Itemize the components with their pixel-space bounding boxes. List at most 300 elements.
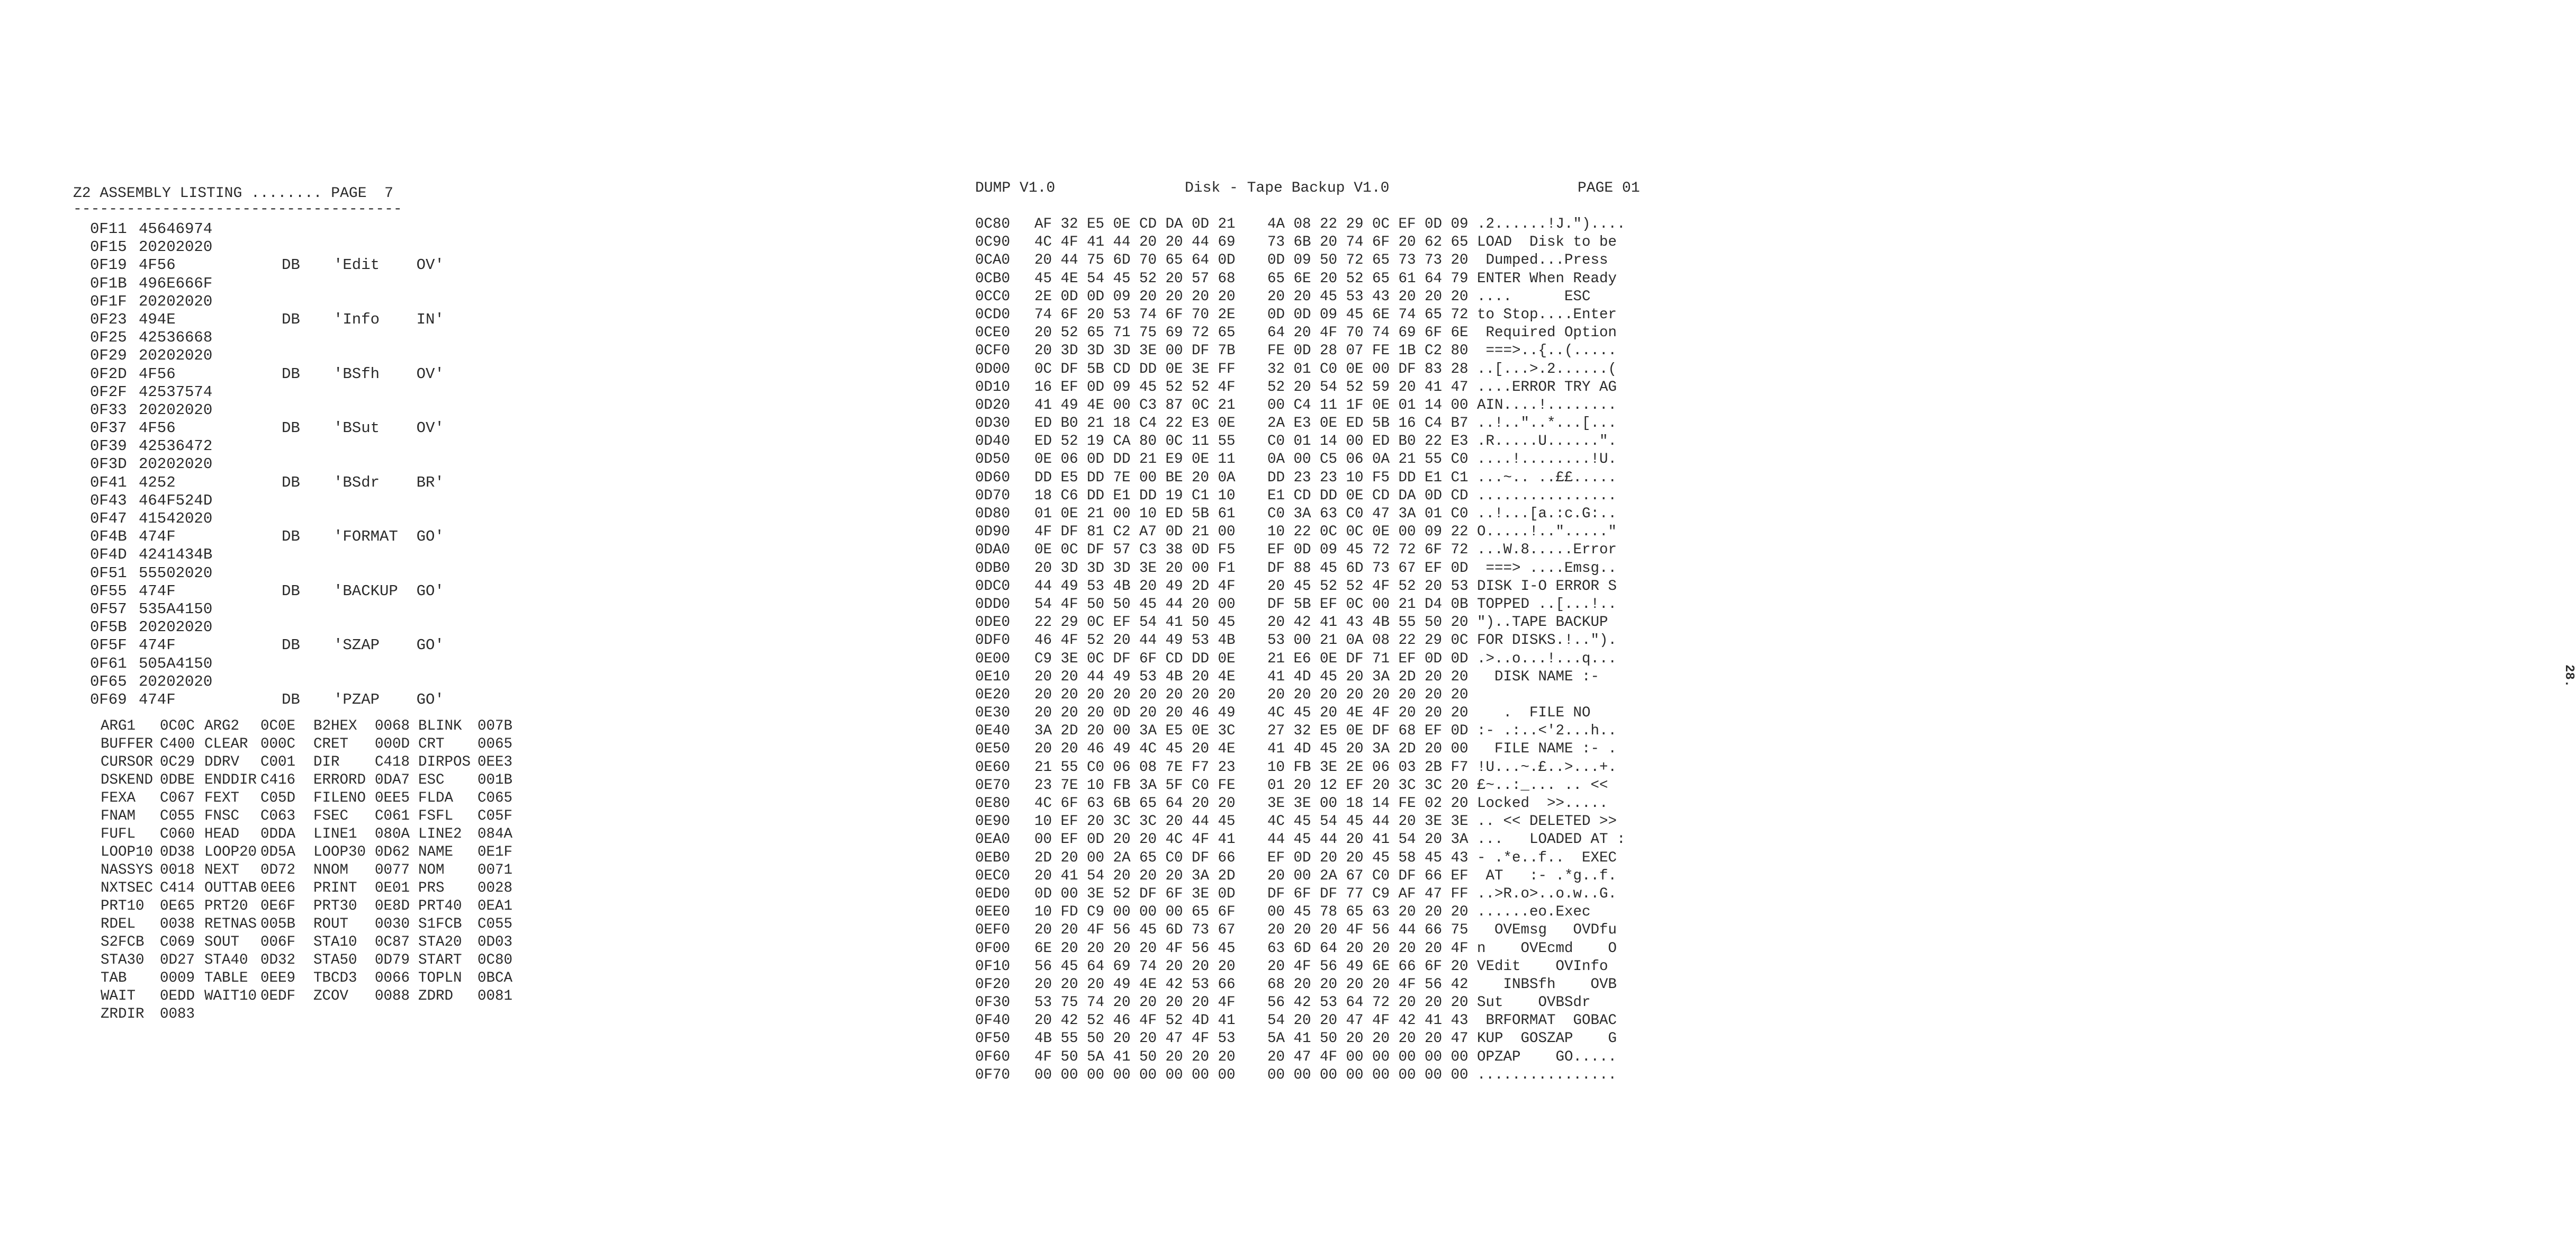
symbol-name: FLDA	[418, 790, 454, 806]
symbol-value: C414	[160, 880, 195, 896]
symbol-value: C069	[160, 934, 195, 950]
dump-address: 0F40	[975, 1012, 1011, 1029]
dump-hex-right: 41 4D 45 20 3A 2D 20 20	[1267, 668, 1469, 685]
listing-address: 0F41	[90, 473, 127, 491]
page-number: 28.	[2562, 665, 2576, 688]
listing-operand: 'Info IN'	[334, 310, 444, 328]
dump-ascii: VEdit OVInfo	[1477, 958, 1608, 975]
dump-hex-right: 20 00 2A 67 C0 DF 66 EF	[1267, 867, 1469, 884]
dump-address: 0DD0	[975, 596, 1011, 613]
dump-ascii: ===>..{..(.....	[1477, 343, 1617, 360]
dump-address: 0DF0	[975, 632, 1011, 649]
dump-address: 0F30	[975, 994, 1011, 1011]
dump-hex-left: 41 49 4E 00 C3 87 0C 21	[1034, 397, 1236, 414]
symbol-value: 0DDA	[260, 826, 296, 842]
right-page	[876, 0, 2576, 1239]
listing-directive: DB	[282, 310, 300, 328]
dump-ascii: . FILE NO	[1477, 705, 1591, 722]
dump-ascii: ......eo.Exec	[1477, 904, 1591, 921]
symbol-name: ERRORD	[313, 772, 366, 788]
symbol-name: OUTTAB	[204, 880, 257, 896]
dump-hex-right: 0D 0D 09 45 6E 74 65 72	[1267, 306, 1469, 323]
dump-page-label: PAGE 01	[1578, 180, 1640, 196]
dump-hex-right: E1 CD DD 0E CD DA 0D CD	[1267, 487, 1469, 504]
symbol-value: 0EA1	[478, 898, 513, 914]
symbol-name: NAME	[418, 844, 454, 860]
symbol-value: 0E65	[160, 898, 195, 914]
dump-hex-left: 20 20 44 49 53 4B 20 4E	[1034, 668, 1236, 685]
dump-hex-right: 0D 09 50 72 65 73 73 20	[1267, 252, 1469, 269]
dump-hex-right: 4A 08 22 29 0C EF 0D 09	[1267, 216, 1469, 232]
dump-ascii: £~..:_... .. <<	[1477, 777, 1608, 794]
dump-address: 0EC0	[975, 867, 1011, 884]
symbol-name: PRS	[418, 880, 445, 896]
listing-address: 0F39	[90, 437, 127, 455]
listing-operand: 'PZAP GO'	[334, 690, 444, 708]
dump-address: 0D60	[975, 469, 1011, 486]
symbol-value: 000D	[375, 736, 410, 752]
dump-hex-left: 20 42 52 46 4F 52 4D 41	[1034, 1012, 1236, 1029]
symbol-value: 0E1F	[478, 844, 513, 860]
dump-hex-right: 21 E6 0E DF 71 EF 0D 0D	[1267, 650, 1469, 667]
dump-address: 0D40	[975, 433, 1011, 450]
dump-address: 0D10	[975, 379, 1011, 396]
symbol-value: 0D79	[375, 952, 410, 968]
listing-hex: 474F	[139, 636, 176, 654]
listing-address: 0F65	[90, 672, 127, 690]
listing-address: 0F19	[90, 256, 127, 274]
listing-hex: 535A4150	[139, 600, 213, 618]
listing-directive: DB	[282, 256, 300, 274]
dump-hex-left: 0E 0C DF 57 C3 38 0D F5	[1034, 542, 1236, 559]
symbol-name: ZCOV	[313, 988, 349, 1004]
dump-ascii: FILE NAME :- .	[1477, 741, 1617, 758]
dump-address: 0E20	[975, 686, 1011, 703]
dump-hex-left: 20 20 20 49 4E 42 53 66	[1034, 976, 1236, 993]
symbol-name: SOUT	[204, 934, 240, 950]
symbol-value: 0038	[160, 916, 195, 932]
dump-address: 0E40	[975, 723, 1011, 740]
symbol-name: LINE1	[313, 826, 357, 842]
dump-hex-right: 27 32 E5 0E DF 68 EF 0D	[1267, 723, 1469, 740]
dump-hex-left: 00 00 00 00 00 00 00 00	[1034, 1066, 1236, 1083]
dump-address: 0EF0	[975, 922, 1011, 939]
dump-address: 0D00	[975, 361, 1011, 378]
dump-hex-left: 21 55 C0 06 08 7E F7 23	[1034, 759, 1236, 776]
symbol-name: ARG1	[101, 718, 136, 734]
listing-hex: 20202020	[139, 238, 213, 256]
listing-address: 0F2F	[90, 383, 127, 401]
symbol-name: STA30	[101, 952, 145, 968]
dump-ascii: LOAD Disk to be	[1477, 234, 1617, 251]
dump-ascii: INBSfh OVB	[1477, 976, 1617, 993]
dump-hex-right: 20 20 20 4F 56 44 66 75	[1267, 922, 1469, 939]
listing-hex: 496E666F	[139, 274, 213, 292]
dump-address: 0F00	[975, 940, 1011, 957]
dump-hex-left: 74 6F 20 53 74 6F 70 2E	[1034, 306, 1236, 323]
symbol-value: 0088	[375, 988, 410, 1004]
dump-hex-right: 2A E3 0E ED 5B 16 C4 B7	[1267, 415, 1469, 432]
symbol-name: BUFFER	[101, 736, 154, 752]
dump-hex-left: 56 45 64 69 74 20 20 20	[1034, 958, 1236, 975]
dump-hex-left: 20 20 4F 56 45 6D 73 67	[1034, 922, 1236, 939]
listing-address: 0F69	[90, 690, 127, 708]
dump-hex-left: 53 75 74 20 20 20 20 4F	[1034, 994, 1236, 1011]
symbol-name: ARG2	[204, 718, 240, 734]
symbol-value: 0D32	[260, 952, 296, 968]
dump-hex-right: 53 00 21 0A 08 22 29 0C	[1267, 632, 1469, 649]
symbol-value: C416	[260, 772, 296, 788]
symbol-name: CLEAR	[204, 736, 248, 752]
dump-subtitle: Disk - Tape Backup V1.0	[1185, 180, 1390, 196]
dump-ascii: KUP GOSZAP G	[1477, 1030, 1617, 1047]
dump-address: 0D20	[975, 397, 1011, 414]
dump-hex-right: 00 C4 11 1F 0E 01 14 00	[1267, 397, 1469, 414]
dump-ascii: AIN....!........	[1477, 397, 1617, 414]
dump-hex-left: 22 29 0C EF 54 41 50 45	[1034, 614, 1236, 631]
listing-address: 0F61	[90, 654, 127, 672]
listing-hex: 4241434B	[139, 546, 213, 564]
symbol-value: C067	[160, 790, 195, 806]
listing-hex: 4252	[139, 473, 176, 491]
listing-hex: 42536472	[139, 437, 213, 455]
dump-hex-left: AF 32 E5 0E CD DA 0D 21	[1034, 216, 1236, 232]
symbol-name: DIRPOS	[418, 754, 471, 770]
dump-ascii: ..[...>.2......(	[1477, 361, 1617, 378]
dump-hex-right: EF 0D 20 20 45 58 45 43	[1267, 849, 1469, 866]
listing-hex: 45646974	[139, 220, 213, 238]
symbol-name: PRT20	[204, 898, 248, 914]
dump-address: 0E50	[975, 741, 1011, 758]
dump-hex-right: 52 20 54 52 59 20 41 47	[1267, 379, 1469, 396]
listing-address: 0F5B	[90, 618, 127, 636]
dump-address: 0CF0	[975, 343, 1011, 360]
symbol-value: 0D38	[160, 844, 195, 860]
dump-address: 0E90	[975, 813, 1011, 830]
listing-address: 0F11	[90, 220, 127, 238]
symbol-value: 0D62	[375, 844, 410, 860]
dump-address: 0CB0	[975, 270, 1011, 287]
symbol-name: CRT	[418, 736, 445, 752]
symbol-name: HEAD	[204, 826, 240, 842]
dump-hex-right: FE 0D 28 07 FE 1B C2 80	[1267, 343, 1469, 360]
dump-hex-left: 20 20 20 0D 20 20 46 49	[1034, 705, 1236, 722]
listing-address: 0F37	[90, 419, 127, 437]
dump-ascii: Locked >>.....	[1477, 795, 1608, 812]
dump-hex-right: 44 45 44 20 41 54 20 3A	[1267, 831, 1469, 848]
symbol-value: 0D03	[478, 934, 513, 950]
dump-ascii: ..>R.o>..o.w..G.	[1477, 885, 1617, 902]
listing-address: 0F2D	[90, 365, 127, 383]
dump-hex-left: 00 EF 0D 20 20 4C 4F 41	[1034, 831, 1236, 848]
symbol-name: NXTSEC	[101, 880, 154, 896]
dump-hex-right: DD 23 23 10 F5 DD E1 C1	[1267, 469, 1469, 486]
dump-address: 0CA0	[975, 252, 1011, 269]
listing-directive: DB	[282, 419, 300, 437]
dump-address: 0F70	[975, 1066, 1011, 1083]
listing-directive: DB	[282, 636, 300, 654]
symbol-value: 0081	[478, 988, 513, 1004]
dump-hex-left: C9 3E 0C DF 6F CD DD 0E	[1034, 650, 1236, 667]
dump-hex-right: 63 6D 64 20 20 20 20 4F	[1267, 940, 1469, 957]
dump-title: DUMP V1.0	[975, 180, 1056, 196]
symbol-value: 0009	[160, 970, 195, 986]
listing-header: Z2 ASSEMBLY LISTING ........ PAGE 7	[73, 185, 393, 202]
listing-hex: 4F56	[139, 256, 176, 274]
dump-hex-left: 6E 20 20 20 20 4F 56 45	[1034, 940, 1236, 957]
dump-hex-right: 10 FB 3E 2E 06 03 2B F7	[1267, 759, 1469, 776]
listing-address: 0F23	[90, 310, 127, 328]
dump-address: 0F20	[975, 976, 1011, 993]
symbol-name: LOOP30	[313, 844, 366, 860]
symbol-value: 0E01	[375, 880, 410, 896]
symbol-name: TOPLN	[418, 970, 462, 986]
symbol-value: 0C87	[375, 934, 410, 950]
dump-ascii: ................	[1477, 487, 1617, 504]
listing-hex: 464F524D	[139, 491, 213, 509]
symbol-value: C055	[160, 808, 195, 824]
symbol-name: FEXA	[101, 790, 136, 806]
dump-hex-left: 20 20 46 49 4C 45 20 4E	[1034, 741, 1236, 758]
dump-hex-right: 0A 00 C5 06 0A 21 55 C0	[1267, 451, 1469, 468]
dump-hex-right: 5A 41 50 20 20 20 20 47	[1267, 1030, 1469, 1047]
dump-hex-right: DF 5B EF 0C 00 21 D4 0B	[1267, 596, 1469, 613]
listing-directive: DB	[282, 473, 300, 491]
symbol-name: TABLE	[204, 970, 248, 986]
listing-hex: 4F56	[139, 419, 176, 437]
dump-address: 0DC0	[975, 578, 1011, 595]
symbol-name: ENDDIR	[204, 772, 257, 788]
dump-address: 0DE0	[975, 614, 1011, 631]
dump-ascii: ENTER When Ready	[1477, 270, 1617, 287]
symbol-value: C055	[478, 916, 513, 932]
symbol-name: STA20	[418, 934, 462, 950]
dump-hex-left: 10 FD C9 00 00 00 65 6F	[1034, 904, 1236, 921]
dump-hex-left: 4C 4F 41 44 20 20 44 69	[1034, 234, 1236, 251]
listing-hex: 41542020	[139, 510, 213, 527]
listing-address: 0F43	[90, 491, 127, 509]
listing-hex: 42536668	[139, 329, 213, 347]
listing-address: 0F51	[90, 564, 127, 582]
symbol-value: 0D27	[160, 952, 195, 968]
symbol-name: DIR	[313, 754, 340, 770]
symbol-value: C418	[375, 754, 410, 770]
dump-ascii: ..!.."..*...[...	[1477, 415, 1617, 432]
symbol-name: LOOP20	[204, 844, 257, 860]
symbol-value: 0068	[375, 718, 410, 734]
dump-address: 0D80	[975, 506, 1011, 522]
dump-hex-right: 3E 3E 00 18 14 FE 02 20	[1267, 795, 1469, 812]
listing-address: 0F15	[90, 238, 127, 256]
dump-hex-left: ED B0 21 18 C4 22 E3 0E	[1034, 415, 1236, 432]
dump-hex-right: DF 88 45 6D 73 67 EF 0D	[1267, 560, 1469, 577]
dump-ascii: .>..o...!...q...	[1477, 650, 1617, 667]
symbol-name: LINE2	[418, 826, 462, 842]
symbol-value: C061	[375, 808, 410, 824]
dump-address: 0C80	[975, 216, 1011, 232]
dump-address: 0D70	[975, 487, 1011, 504]
symbol-name: STA50	[313, 952, 357, 968]
symbol-value: 0077	[375, 862, 410, 878]
dump-hex-left: 0E 06 0D DD 21 E9 0E 11	[1034, 451, 1236, 468]
symbol-value: 0028	[478, 880, 513, 896]
listing-hex: 474F	[139, 690, 176, 708]
symbol-name: DDRV	[204, 754, 240, 770]
symbol-name: PRT30	[313, 898, 357, 914]
symbol-value: 0C80	[478, 952, 513, 968]
listing-directive: DB	[282, 690, 300, 708]
dump-address: 0CE0	[975, 325, 1011, 342]
symbol-name: FEXT	[204, 790, 240, 806]
symbol-name: NOM	[418, 862, 445, 878]
dump-hex-left: 20 41 54 20 20 20 3A 2D	[1034, 867, 1236, 884]
dump-hex-left: 45 4E 54 45 52 20 57 68	[1034, 270, 1236, 287]
dump-address: 0E60	[975, 759, 1011, 776]
dump-hex-left: 18 C6 DD E1 DD 19 C1 10	[1034, 487, 1236, 504]
listing-hex: 20202020	[139, 347, 213, 365]
dump-hex-right: 65 6E 20 52 65 61 64 79	[1267, 270, 1469, 287]
dump-hex-left: 01 0E 21 00 10 ED 5B 61	[1034, 506, 1236, 522]
dump-ascii: .R.....U......".	[1477, 433, 1617, 450]
dump-ascii: DISK NAME :-	[1477, 668, 1600, 685]
symbol-name: BLINK	[418, 718, 462, 734]
symbol-value: 0EDF	[260, 988, 296, 1004]
symbol-value: C060	[160, 826, 195, 842]
dump-hex-right: EF 0D 09 45 72 72 6F 72	[1267, 542, 1469, 559]
listing-address: 0F57	[90, 600, 127, 618]
dump-ascii: .. << DELETED >>	[1477, 813, 1617, 830]
dump-hex-left: 20 3D 3D 3D 3E 20 00 F1	[1034, 560, 1236, 577]
left-page	[0, 0, 876, 1239]
symbol-value: 005B	[260, 916, 296, 932]
symbol-value: 0EE6	[260, 880, 296, 896]
symbol-value: 0065	[478, 736, 513, 752]
dump-hex-left: 4B 55 50 20 20 47 4F 53	[1034, 1030, 1236, 1047]
listing-address: 0F29	[90, 347, 127, 365]
dump-hex-left: 0D 00 3E 52 DF 6F 3E 0D	[1034, 885, 1236, 902]
symbol-name: ZRDIR	[101, 1006, 145, 1022]
dump-hex-left: 20 52 65 71 75 69 72 65	[1034, 325, 1236, 342]
symbol-value: 080A	[375, 826, 410, 842]
symbol-name: ZDRD	[418, 988, 454, 1004]
dump-ascii: ...~.. ..££.....	[1477, 469, 1617, 486]
symbol-name: CURSOR	[101, 754, 154, 770]
listing-operand: 'Edit OV'	[334, 256, 444, 274]
symbol-name: TAB	[101, 970, 127, 986]
dump-hex-right: 64 20 4F 70 74 69 6F 6E	[1267, 325, 1469, 342]
dump-hex-left: 10 EF 20 3C 3C 20 44 45	[1034, 813, 1236, 830]
listing-hex: 474F	[139, 528, 176, 546]
listing-address: 0F4D	[90, 546, 127, 564]
symbol-value: 0EE9	[260, 970, 296, 986]
listing-address: 0F47	[90, 510, 127, 527]
symbol-value: C065	[478, 790, 513, 806]
dump-hex-left: 20 44 75 6D 70 65 64 0D	[1034, 252, 1236, 269]
listing-operand: 'BACKUP GO'	[334, 582, 444, 600]
symbol-name: STA10	[313, 934, 357, 950]
symbol-name: RDEL	[101, 916, 136, 932]
symbol-value: 000C	[260, 736, 296, 752]
symbol-name: START	[418, 952, 462, 968]
symbol-value: C05D	[260, 790, 296, 806]
dump-address: 0E30	[975, 705, 1011, 722]
symbol-value: 0018	[160, 862, 195, 878]
listing-hex: 4F56	[139, 365, 176, 383]
dump-ascii: ...W.8.....Error	[1477, 542, 1617, 559]
symbol-value: 0EE5	[375, 790, 410, 806]
dump-address: 0F50	[975, 1030, 1011, 1047]
dump-ascii: OPZAP GO.....	[1477, 1048, 1617, 1065]
listing-address: 0F1B	[90, 274, 127, 292]
listing-hex: 20202020	[139, 401, 213, 419]
dump-ascii: ")..TAPE BACKUP	[1477, 614, 1608, 631]
listing-hex: 494E	[139, 310, 176, 328]
dump-hex-right: 73 6B 20 74 6F 20 62 65	[1267, 234, 1469, 251]
dump-ascii: Sut OVBSdr	[1477, 994, 1591, 1011]
listing-operand: 'BSut OV'	[334, 419, 444, 437]
dump-hex-left: 2D 20 00 2A 65 C0 DF 66	[1034, 849, 1236, 866]
dump-hex-left: 0C DF 5B CD DD 0E 3E FF	[1034, 361, 1236, 378]
symbol-value: 0C0E	[260, 718, 296, 734]
dump-address: 0F60	[975, 1048, 1011, 1065]
listing-hex: 505A4150	[139, 654, 213, 672]
dump-hex-left: 4F 50 5A 41 50 20 20 20	[1034, 1048, 1236, 1065]
dump-hex-left: 46 4F 52 20 44 49 53 4B	[1034, 632, 1236, 649]
dump-hex-left: 54 4F 50 50 45 44 20 00	[1034, 596, 1236, 613]
dump-ascii: TOPPED ..[...!..	[1477, 596, 1617, 613]
dump-hex-left: 16 EF 0D 09 45 52 52 4F	[1034, 379, 1236, 396]
symbol-name: STA40	[204, 952, 248, 968]
symbol-value: C05F	[478, 808, 513, 824]
dump-ascii: Dumped...Press	[1477, 252, 1608, 269]
dump-ascii: n OVEcmd O	[1477, 940, 1617, 957]
dump-ascii: ....ERROR TRY AG	[1477, 379, 1617, 396]
dump-ascii: ... LOADED AT :	[1477, 831, 1626, 848]
symbol-name: PRT40	[418, 898, 462, 914]
listing-address: 0F3D	[90, 455, 127, 473]
dump-ascii: ..!...[a.:c.G:..	[1477, 506, 1617, 522]
listing-address: 0F1F	[90, 292, 127, 310]
dump-ascii: Required Option	[1477, 325, 1617, 342]
dump-address: 0DB0	[975, 560, 1011, 577]
symbol-value: C001	[260, 754, 296, 770]
dump-hex-right: 00 00 00 00 00 00 00 00	[1267, 1066, 1469, 1083]
symbol-value: 0D5A	[260, 844, 296, 860]
dump-hex-right: 00 45 78 65 63 20 20 20	[1267, 904, 1469, 921]
dump-hex-left: 4F DF 81 C2 A7 0D 21 00	[1034, 524, 1236, 541]
symbol-name: NNOM	[313, 862, 349, 878]
dump-hex-right: 10 22 0C 0C 0E 00 09 22	[1267, 524, 1469, 541]
dump-hex-right: 01 20 12 EF 20 3C 3C 20	[1267, 777, 1469, 794]
dump-hex-right: C0 01 14 00 ED B0 22 E3	[1267, 433, 1469, 450]
symbol-value: 006F	[260, 934, 296, 950]
dump-ascii: - .*e..f.. EXEC	[1477, 849, 1617, 866]
symbol-value: 0E6F	[260, 898, 296, 914]
symbol-name: FNSC	[204, 808, 240, 824]
symbol-name: RETNAS	[204, 916, 257, 932]
symbol-value: C400	[160, 736, 195, 752]
symbol-value: 0066	[375, 970, 410, 986]
dump-ascii: !U...~.£..>...+.	[1477, 759, 1617, 776]
symbol-name: TBCD3	[313, 970, 357, 986]
listing-directive: DB	[282, 582, 300, 600]
symbol-value: 0D72	[260, 862, 296, 878]
symbol-name: PRINT	[313, 880, 357, 896]
listing-hex: 20202020	[139, 292, 213, 310]
dump-hex-left: 2E 0D 0D 09 20 20 20 20	[1034, 288, 1236, 305]
dump-address: 0F10	[975, 958, 1011, 975]
dump-hex-right: 20 47 4F 00 00 00 00 00	[1267, 1048, 1469, 1065]
